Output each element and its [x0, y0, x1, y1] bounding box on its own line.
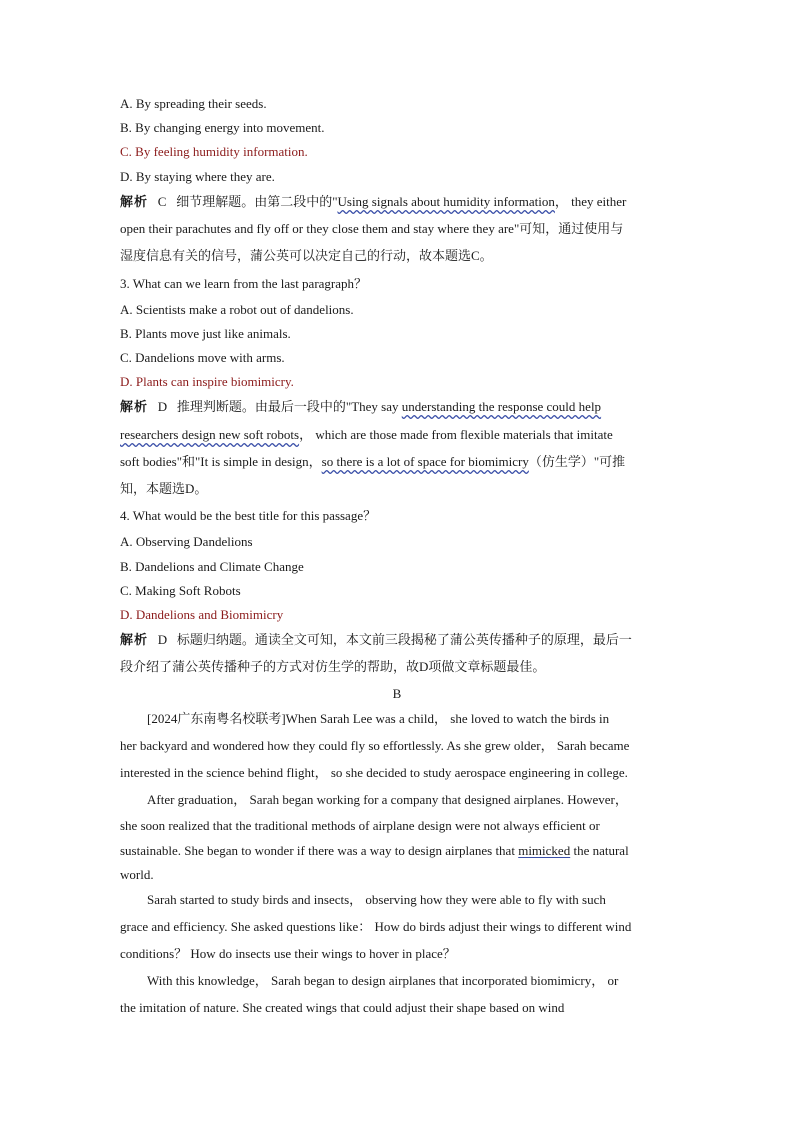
passage-p2-line-3 — [120, 842, 629, 860]
analysis-answer: C — [157, 194, 167, 209]
passage-text: sustainable. She began to wonder if there was a way to design airplanes that — [120, 843, 519, 858]
analysis-text: ， which are those made from flexible materials that imitate — [299, 427, 613, 442]
passage-p3-line-3: conditions？ How do insects use their wings to hover in place？ — [120, 946, 456, 961]
q2-analysis-line-3: 湿度信息有关的信号，蒲公英可以决定自己的行动，故本题选C。 — [120, 248, 493, 263]
q4-option-c: C. Making Soft Robots — [120, 583, 241, 598]
q2-analysis-line-1 — [120, 193, 626, 211]
q3-option-c: C. Dandelions move with arms. — [120, 350, 285, 365]
q2-option-c-correct: C. By feeling humidity information. — [120, 144, 308, 159]
analysis-text: 标题归纳题。通读全文可知，本文前三段揭秘了蒲公英传播种子的原理，最后一 — [176, 632, 632, 647]
passage-p3-line-1: Sarah started to study birds and insects， observing how they were able to fly with such — [147, 892, 606, 907]
q4-option-a: A. Observing Dandelions — [120, 534, 253, 549]
q3-question: 3. What can we learn from the last paragraph？ — [120, 276, 368, 291]
analysis-text: （仿生学）"可推 — [528, 454, 626, 469]
passage-p2-line-4: world. — [120, 867, 154, 882]
underlined-quote: so there is a lot of space for biomimicry — [321, 454, 529, 469]
passage-p2-line-2: she soon realized that the traditional methods of airplane design were not always efficient or — [120, 818, 600, 833]
analysis-text: soft bodies"和"It is simple in design， — [120, 454, 322, 469]
analysis-text: ， they either — [554, 194, 627, 209]
passage-p1-line-3: interested in the science behind flight， so she decided to study aerospace engineering in college. — [120, 765, 628, 780]
passage-p4-line-1: With this knowledge， Sarah began to design airplanes that incorporated biomimicry， or — [147, 973, 619, 988]
underlined-quote: researchers design new soft robots — [120, 427, 300, 442]
analysis-label: 解析 — [120, 194, 149, 209]
q3-option-d-correct: D. Plants can inspire biomimicry. — [120, 374, 294, 389]
underlined-quote: understanding the response could help — [401, 399, 602, 414]
q2-analysis-line-2: open their parachutes and fly off or they close them and stay where they are"可知，通过使用与 — [120, 221, 624, 236]
q4-option-d-correct: D. Dandelions and Biomimicry — [120, 607, 284, 622]
q4-question: 4. What would be the best title for this passage？ — [120, 508, 377, 523]
underlined-quote: Using signals about humidity information — [337, 194, 555, 209]
underlined-word: mimicked — [518, 843, 571, 858]
q4-analysis-line-2: 段介绍了蒲公英传播种子的方式对仿生学的帮助，故D项做文章标题最佳。 — [120, 659, 546, 674]
q3-analysis-line-3 — [120, 453, 625, 471]
q3-analysis-line-4: 知，本题选D。 — [120, 481, 208, 496]
q2-option-a: A. By spreading their seeds. — [120, 96, 267, 111]
q3-analysis-line-2 — [120, 426, 613, 444]
passage-text: the natural — [570, 843, 629, 858]
analysis-text: 细节理解题。由第二段中的" — [176, 194, 338, 209]
analysis-label: 解析 — [120, 632, 149, 647]
q3-option-b: B. Plants move just like animals. — [120, 326, 291, 341]
passage-p2-line-1: After graduation， Sarah began working for a company that designed airplanes. However， — [147, 792, 628, 807]
q4-option-b: B. Dandelions and Climate Change — [120, 559, 304, 574]
passage-p1-line-2: her backyard and wondered how they could fly so effortlessly. As she grew older， Sarah became — [120, 738, 630, 753]
q3-analysis-line-1 — [120, 398, 601, 416]
passage-p3-line-2: grace and efficiency. She asked questions like： How do birds adjust their wings to different wind — [120, 919, 632, 934]
passage-heading: B — [392, 686, 402, 701]
analysis-text: 推理判断题。由最后一段中的"They say — [176, 399, 402, 414]
q3-option-a: A. Scientists make a robot out of dandelions. — [120, 302, 354, 317]
passage-p4-line-2: the imitation of nature. She created wings that could adjust their shape based on wind — [120, 1000, 565, 1015]
analysis-answer: D — [157, 632, 168, 647]
q2-option-b: B. By changing energy into movement. — [120, 120, 325, 135]
analysis-answer: D — [157, 399, 168, 414]
passage-p1-line-1: [2024广东南粤名校联考]When Sarah Lee was a child， she loved to watch the birds in — [147, 711, 610, 726]
q2-option-d: D. By staying where they are. — [120, 169, 275, 184]
analysis-label: 解析 — [120, 399, 149, 414]
q4-analysis-line-1 — [120, 631, 632, 649]
